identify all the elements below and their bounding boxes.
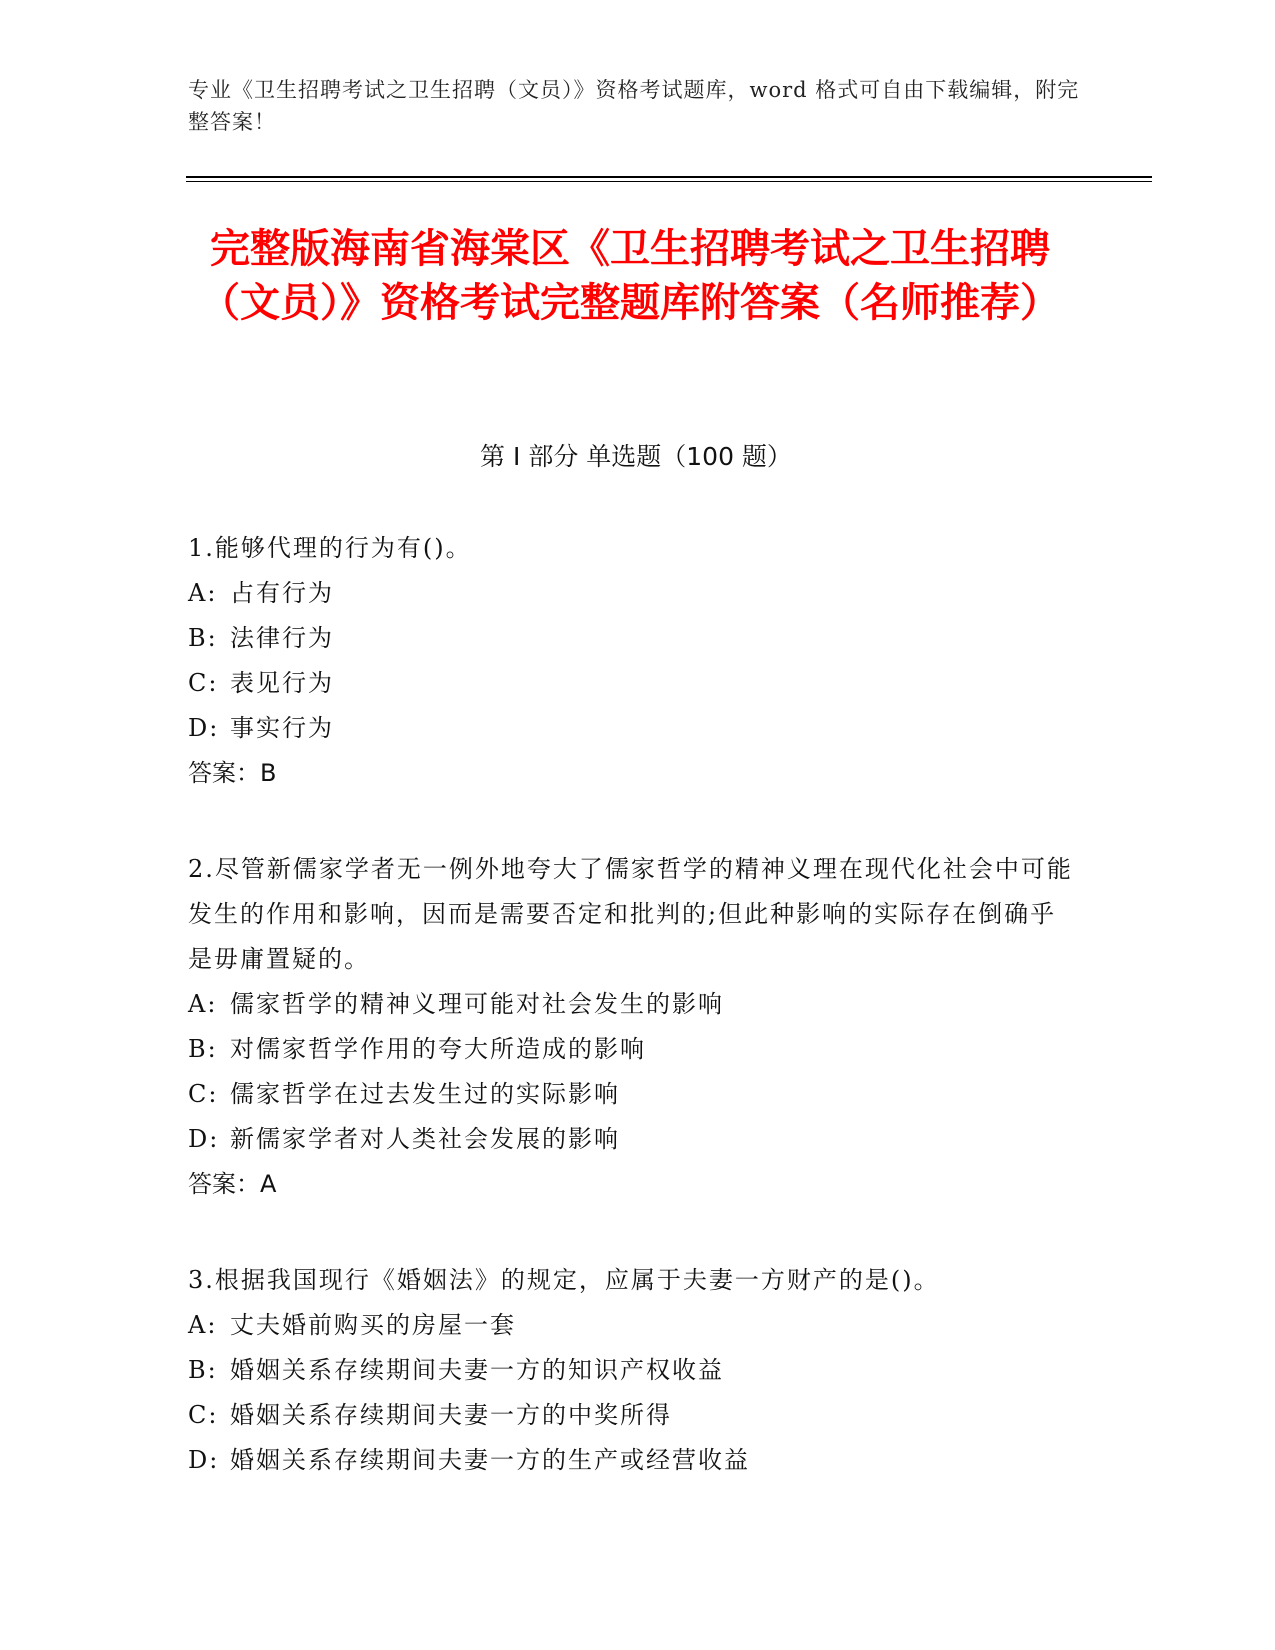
question-2	[188, 847, 1078, 1207]
option-key: B:	[188, 1356, 218, 1384]
option-key: A:	[188, 1311, 218, 1339]
option-text: 表见行为	[230, 669, 334, 697]
question-stem: 3.根据我国现行《婚姻法》的规定，应属于夫妻一方财产的是()。	[188, 1266, 940, 1294]
question-stem: 2.尽管新儒家学者无一例外地夸大了儒家哲学的精神义理在现代化社会中可能发生的作用和影响，因而是需要否定和批判的;但此种影响的实际存在倒确乎是毋庸置疑的。	[188, 855, 1073, 973]
option-key: B:	[188, 1035, 218, 1063]
header-rule-thin	[186, 181, 1152, 182]
option-d	[188, 1117, 1078, 1162]
document-title: 完整版海南省海棠区《卫生招聘考试之卫生招聘（文员）》资格考试完整题库附答案（名师推荐）	[200, 226, 1060, 326]
option-b	[188, 1027, 1078, 1072]
option-text: 婚姻关系存续期间夫妻一方的生产或经营收益	[230, 1446, 750, 1474]
header-rule-thick	[186, 176, 1152, 178]
section-title: 第 I 部分 单选题（100 题）	[480, 442, 792, 471]
option-key: C:	[188, 669, 219, 697]
option-text: 婚姻关系存续期间夫妻一方的知识产权收益	[230, 1356, 724, 1384]
option-key: A:	[188, 990, 218, 1018]
option-key: C:	[188, 1080, 219, 1108]
option-key: C:	[188, 1401, 219, 1429]
option-c	[188, 1072, 1078, 1117]
option-text: 对儒家哲学作用的夸大所造成的影响	[230, 1035, 646, 1063]
option-text: 婚姻关系存续期间夫妻一方的中奖所得	[230, 1401, 672, 1429]
option-text: 事实行为	[230, 714, 334, 742]
option-key: D:	[188, 714, 220, 742]
option-text: 法律行为	[230, 624, 334, 652]
option-c	[188, 661, 1078, 706]
option-text: 丈夫婚前购买的房屋一套	[230, 1311, 516, 1339]
question-3	[188, 1258, 1078, 1483]
option-text: 儒家哲学在过去发生过的实际影响	[230, 1080, 620, 1108]
option-c	[188, 1393, 1078, 1438]
option-key: A:	[188, 579, 218, 607]
option-text: 新儒家学者对人类社会发展的影响	[230, 1125, 620, 1153]
option-text: 儒家哲学的精神义理可能对社会发生的影响	[230, 990, 724, 1018]
option-key: D:	[188, 1125, 220, 1153]
option-d	[188, 1438, 1078, 1483]
option-d	[188, 706, 1078, 751]
question-1	[188, 526, 1078, 796]
option-key: D:	[188, 1446, 220, 1474]
question-list	[188, 526, 1078, 1534]
question-stem: 1.能够代理的行为有()。	[188, 534, 472, 562]
option-b	[188, 616, 1078, 661]
answer: 答案：B	[188, 759, 277, 787]
option-a	[188, 571, 1078, 616]
option-a	[188, 982, 1078, 1027]
option-text: 占有行为	[230, 579, 334, 607]
answer: 答案：A	[188, 1170, 277, 1198]
option-key: B:	[188, 624, 218, 652]
option-a	[188, 1303, 1078, 1348]
header-note: 专业《卫生招聘考试之卫生招聘（文员）》资格考试题库，word 格式可自由下载编辑，附完整答案！	[188, 78, 1080, 134]
option-b	[188, 1348, 1078, 1393]
